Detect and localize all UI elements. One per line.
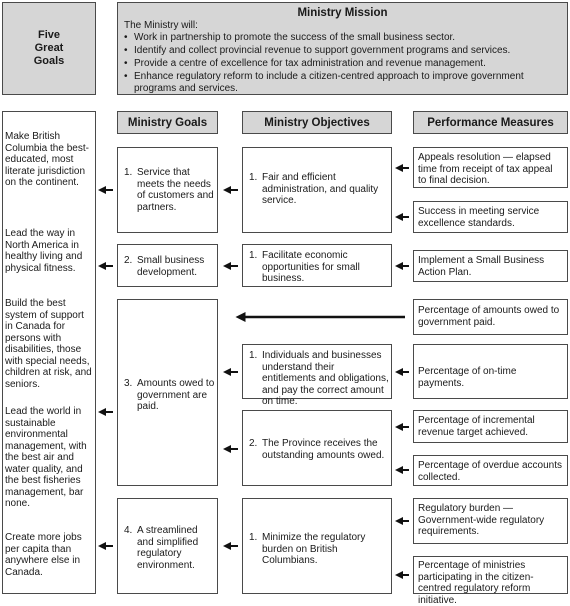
objective-text: Facilitate economic opportunities for small business.: [262, 250, 360, 284]
mission-title: Ministry Mission: [297, 7, 388, 19]
objective-text: Minimize the regulatory burden on British Columbians.: [262, 532, 366, 566]
goal-text: Small business development.: [137, 255, 205, 278]
mission-item: • Identify and collect provincial revenue to support government programs and services.: [124, 45, 511, 56]
objective-number: 1.: [249, 172, 258, 183]
mission-item: • Enhance regulatory reform to include a citizen-centred approach to improve government programs and services.: [124, 71, 524, 94]
five-goals-line: Five: [37, 29, 60, 41]
mission-list: [124, 32, 561, 96]
goal-box-4: [117, 498, 218, 594]
great-goals-panel: [2, 111, 96, 594]
goal-box-1: [117, 147, 218, 233]
goal-text: Service that meets the needs of customers and partners.: [137, 167, 214, 213]
ministry-mission-box: [117, 2, 568, 95]
measure-box-2: Success in meeting service excellence standards.: [413, 201, 568, 233]
great-goal-4: Lead the world in sustainable environmental management, with the best air and water quality, and the best fisheries management, bar none.: [5, 406, 87, 509]
goal-box-2: [117, 244, 218, 287]
great-goal-1: Make British Columbia the best-educated, most literate jurisdiction on the continent.: [5, 131, 89, 188]
objective-number: 1.: [249, 250, 258, 261]
measure-box-5: Percentage of on-time payments.: [413, 344, 568, 399]
bullet-icon: •: [124, 32, 128, 43]
great-goal-2: Lead the way in North America in healthy living and physical fitness.: [5, 228, 83, 274]
measure-box-8: Regulatory burden — Government-wide regulatory requirements.: [413, 498, 568, 544]
goal-number: 3.: [124, 378, 133, 389]
objective-text: The Province receives the outstanding amounts owed.: [262, 438, 385, 461]
objective-text: Individuals and businesses understand their entitlements and obligations, and pay the correct amount on time.: [262, 350, 389, 407]
bullet-icon: •: [124, 58, 128, 69]
bullet-icon: •: [124, 71, 128, 82]
bullet-icon: •: [124, 45, 128, 56]
mission-intro: The Ministry will:: [124, 20, 198, 31]
great-goal-3: Build the best system of support in Canada for persons with disabilities, those with special needs, children at risk, and seniors.: [5, 298, 92, 390]
objective-number: 1.: [249, 350, 258, 361]
five-goals-line: Goals: [33, 55, 65, 67]
measure-box-1: Appeals resolution — elapsed time from receipt of tax appeal to final decision.: [413, 147, 568, 188]
objective-box-3: [242, 344, 392, 407]
objective-number: 2.: [249, 438, 258, 449]
objective-box-2: [242, 244, 392, 287]
goal-text: Amounts owed to government are paid.: [137, 378, 215, 412]
measure-box-6: Percentage of incremental revenue target achieved.: [413, 410, 568, 443]
objective-box-1: [242, 147, 392, 233]
five-great-goals-box: [2, 2, 96, 95]
goal-number: 4.: [124, 525, 133, 536]
objective-number: 1.: [249, 532, 258, 543]
objective-text: Fair and efficient administration, and quality service.: [262, 172, 379, 206]
objective-box-5: [242, 498, 392, 594]
header-ministry-objectives: Ministry Objectives: [242, 111, 392, 134]
header-ministry-goals: Ministry Goals: [117, 111, 218, 134]
goal-number: 1.: [124, 167, 133, 178]
mission-item: • Work in partnership to promote the success of the small business sector.: [124, 32, 456, 43]
measure-box-3: Implement a Small Business Action Plan.: [413, 250, 568, 282]
measure-box-9: Percentage of ministries participating in the citizen-centred regulatory reform initiative.: [413, 556, 568, 594]
goal-text: A streamlined and simplified regulatory environment.: [137, 525, 199, 571]
goal-number: 2.: [124, 255, 133, 266]
goal-box-3: [117, 299, 218, 486]
header-performance-measures: Performance Measures: [413, 111, 568, 134]
objective-box-4: [242, 410, 392, 486]
measure-box-7: Percentage of overdue accounts collected.: [413, 455, 568, 486]
mission-item: • Provide a centre of excellence for tax administration and revenue management.: [124, 58, 486, 69]
five-goals-line: Great: [34, 42, 64, 54]
great-goal-5: Create more jobs per capita than anywhere else in Canada.: [5, 532, 82, 578]
measure-box-4: Percentage of amounts owed to government paid.: [413, 299, 568, 335]
